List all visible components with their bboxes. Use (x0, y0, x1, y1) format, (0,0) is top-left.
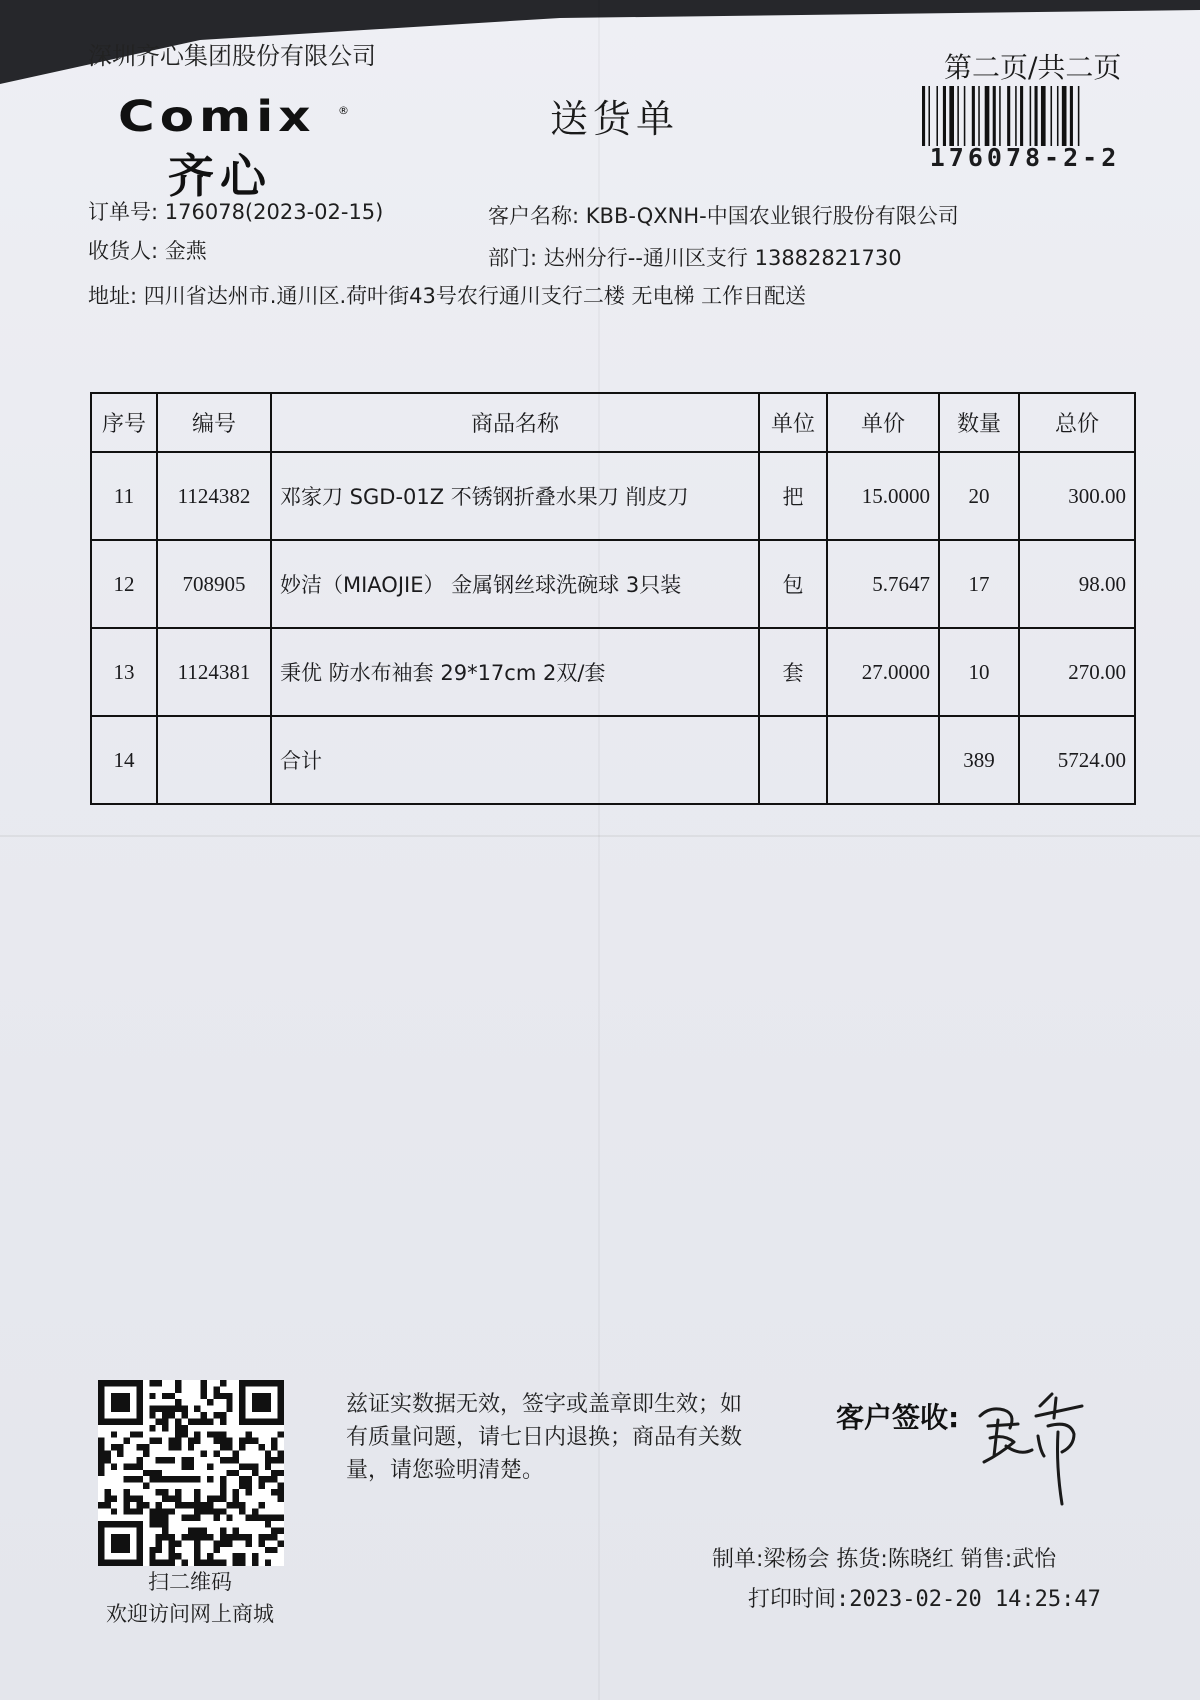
column-header-unit: 单位 (759, 393, 827, 452)
staff-info: 制单:梁杨会 拣货:陈晓红 销售:武怡 (712, 1547, 1057, 1572)
row-quantity: 10 (939, 628, 1019, 716)
row-unit (759, 716, 827, 804)
registered-mark: ® (338, 104, 349, 117)
table-row (91, 452, 1135, 540)
handwritten-signature (970, 1376, 1100, 1506)
items-table (90, 392, 1136, 805)
order-number-label: 订单号: (88, 200, 159, 224)
row-unit-price (827, 716, 939, 804)
table-row (91, 628, 1135, 716)
row-grand-total: 5724.00 (1019, 716, 1135, 804)
print-time: 打印时间:2023-02-20 14:25:47 (748, 1587, 1101, 1612)
table-header-row (91, 393, 1135, 452)
row-seq: 11 (91, 452, 157, 540)
address-label: 地址: (88, 284, 138, 308)
row-unit-price: 27.0000 (827, 628, 939, 716)
customer-label: 客户名称: (488, 204, 580, 228)
row-product-name: 妙洁（MIAOJIE） 金属钢丝球洗碗球 3只装 (271, 540, 759, 628)
paper-fold-horizontal (0, 835, 1200, 837)
department-value: 达州分行--通川区支行 13882821730 (543, 246, 902, 270)
document-title: 送货单 (550, 97, 680, 141)
row-seq: 13 (91, 628, 157, 716)
comix-logo-text: Comix (118, 92, 316, 142)
row-unit-price: 5.7647 (827, 540, 939, 628)
row-seq: 14 (91, 716, 157, 804)
row-total: 300.00 (1019, 452, 1135, 540)
department-label: 部门: (488, 246, 538, 270)
row-unit-price: 15.0000 (827, 452, 939, 540)
table-row-total (91, 716, 1135, 804)
customer-sign-label: 客户签收: (836, 1401, 960, 1434)
notice-text: 兹证实数据无效，签字或盖章即生效；如有质量问题，请七日内退换；商品有关数量，请您验明清楚。 (346, 1392, 743, 1483)
column-header-quantity: 数量 (939, 393, 1019, 452)
receiver-label: 收货人: (88, 239, 159, 263)
qr-code-icon[interactable] (98, 1380, 284, 1566)
department-field (488, 242, 902, 272)
row-unit: 套 (759, 628, 827, 716)
row-total-quantity: 389 (939, 716, 1019, 804)
column-header-code: 编号 (157, 393, 271, 452)
order-number-field (88, 196, 383, 226)
barcode-number: 176078-2-2 (929, 143, 1121, 172)
address-value: 四川省达州市.通川区.荷叶街43号农行通川支行二楼 无电梯 工作日配送 (143, 284, 807, 308)
row-product-name: 邓家刀 SGD-01Z 不锈钢折叠水果刀 削皮刀 (271, 452, 759, 540)
row-code: 1124382 (157, 452, 271, 540)
column-header-product-name: 商品名称 (271, 393, 759, 452)
row-unit: 把 (759, 452, 827, 540)
receiver-field (88, 235, 207, 265)
row-quantity: 17 (939, 540, 1019, 628)
table-row (91, 540, 1135, 628)
row-product-name: 秉优 防水布袖套 29*17cm 2双/套 (271, 628, 759, 716)
page-indicator: 第二页/共二页 (944, 51, 1122, 84)
row-unit: 包 (759, 540, 827, 628)
comix-logo-chinese: 齐心 (168, 149, 272, 203)
row-seq: 12 (91, 540, 157, 628)
row-total-label: 合计 (271, 716, 759, 804)
column-header-seq: 序号 (91, 393, 157, 452)
company-name: 深圳齐心集团股份有限公司 (88, 42, 376, 70)
row-code (157, 716, 271, 804)
order-number-value: 176078(2023-02-15) (164, 200, 384, 224)
row-code: 1124381 (157, 628, 271, 716)
customer-field (488, 200, 959, 230)
qr-caption-welcome: 欢迎访问网上商城 (106, 1602, 274, 1626)
column-header-unit-price: 单价 (827, 393, 939, 452)
qr-caption-scan: 扫二维码 (148, 1570, 232, 1594)
barcode (920, 86, 1130, 146)
row-quantity: 20 (939, 452, 1019, 540)
receiver-value: 金燕 (164, 239, 207, 263)
qr-caption (80, 1566, 300, 1630)
column-header-total: 总价 (1019, 393, 1135, 452)
row-total: 98.00 (1019, 540, 1135, 628)
row-total: 270.00 (1019, 628, 1135, 716)
address-field (88, 280, 806, 310)
customer-value: KBB-QXNH-中国农业银行股份有限公司 (585, 204, 959, 228)
row-code: 708905 (157, 540, 271, 628)
